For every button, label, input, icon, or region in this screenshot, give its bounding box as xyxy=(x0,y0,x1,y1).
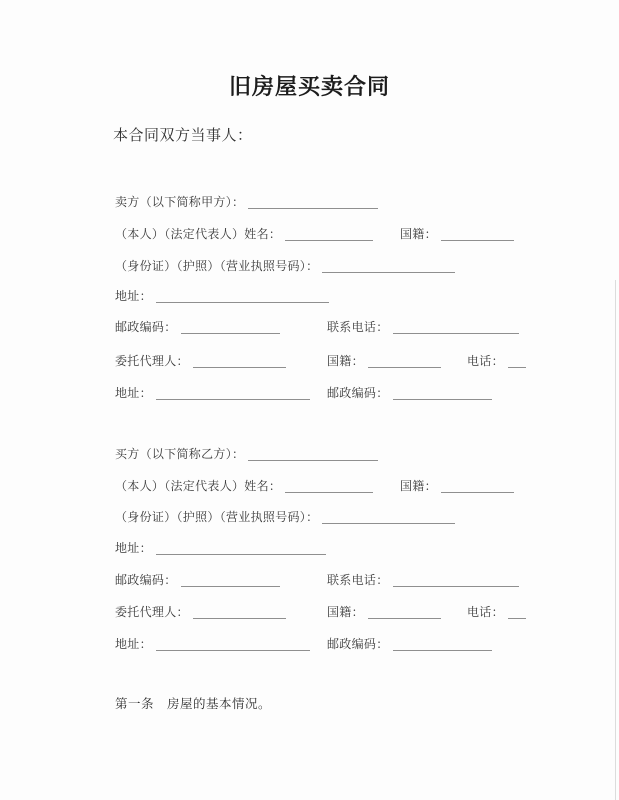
intro-line: 本合同双方当事人： xyxy=(113,127,253,144)
form-field xyxy=(115,257,455,274)
field-label: 卖方（以下简称甲方）： xyxy=(115,195,245,209)
form-row-buyer xyxy=(115,635,619,653)
form-field xyxy=(467,352,526,369)
blank-line xyxy=(181,321,280,334)
form-body xyxy=(115,0,619,800)
form-field xyxy=(115,477,373,494)
form-row-seller xyxy=(115,352,619,370)
form-field xyxy=(115,603,286,620)
form-field xyxy=(400,477,514,494)
blank-line xyxy=(156,542,326,555)
form-row-seller xyxy=(115,287,619,305)
form-row-seller xyxy=(115,318,619,336)
form-field xyxy=(327,603,441,620)
blank-line xyxy=(248,196,378,209)
field-label: 国籍： xyxy=(400,479,437,493)
blank-line xyxy=(393,387,492,400)
form-field xyxy=(327,318,519,335)
form-field xyxy=(115,225,373,242)
form-field xyxy=(327,384,492,401)
form-field xyxy=(115,508,455,525)
field-label: 地址： xyxy=(115,637,152,651)
form-field xyxy=(115,635,310,652)
field-label: 委托代理人： xyxy=(115,354,189,368)
field-label: 地址： xyxy=(115,289,152,303)
blank-line xyxy=(156,638,310,651)
form-row-buyer xyxy=(115,445,619,463)
form-field xyxy=(115,352,286,369)
form-field xyxy=(327,352,441,369)
form-field xyxy=(115,318,280,335)
field-label: 联系电话： xyxy=(327,573,389,587)
blank-line xyxy=(441,480,514,493)
form-field xyxy=(115,445,378,462)
form-row-buyer xyxy=(115,603,619,621)
field-label: 国籍： xyxy=(400,227,437,241)
blank-line xyxy=(322,511,455,524)
form-row-buyer xyxy=(115,539,619,557)
blank-line xyxy=(193,606,286,619)
blank-line xyxy=(508,355,526,368)
form-field xyxy=(115,287,329,304)
field-label: （本人）（法定代表人）姓名： xyxy=(115,227,282,241)
document-title: 旧房屋买卖合同 xyxy=(228,74,390,99)
blank-line xyxy=(393,638,492,651)
blank-line xyxy=(248,448,378,461)
field-label: 地址： xyxy=(115,386,152,400)
page-edge-line xyxy=(615,280,616,800)
field-label: 委托代理人： xyxy=(115,605,189,619)
field-label: 邮政编码： xyxy=(327,637,389,651)
field-label: 买方（以下简称乙方）： xyxy=(115,447,245,461)
article-heading: 第一条 房屋的基本情况。 xyxy=(115,697,272,711)
field-label: 邮政编码： xyxy=(115,573,177,587)
form-field xyxy=(467,603,526,620)
field-label: 电话： xyxy=(467,605,504,619)
field-label: 国籍： xyxy=(327,354,364,368)
field-label: 国籍： xyxy=(327,605,364,619)
form-row-seller xyxy=(115,384,619,402)
blank-line xyxy=(285,228,373,241)
field-label: （身份证）（护照）（营业执照号码）： xyxy=(115,510,319,524)
form-row-buyer xyxy=(115,571,619,589)
blank-line xyxy=(508,606,526,619)
form-field xyxy=(115,539,326,556)
blank-line xyxy=(156,290,329,303)
form-field xyxy=(327,571,519,588)
form-field xyxy=(400,225,514,242)
form-field xyxy=(327,635,492,652)
field-label: 邮政编码： xyxy=(115,320,177,334)
blank-line xyxy=(393,321,519,334)
blank-line xyxy=(441,228,514,241)
field-label: 地址： xyxy=(115,541,152,555)
form-row-seller xyxy=(115,193,619,211)
field-label: （本人）（法定代表人）姓名： xyxy=(115,479,282,493)
form-field xyxy=(115,384,310,401)
blank-line xyxy=(393,574,519,587)
blank-line xyxy=(285,480,373,493)
blank-line xyxy=(193,355,286,368)
field-label: （身份证）（护照）（营业执照号码）： xyxy=(115,259,319,273)
form-row-buyer xyxy=(115,477,619,495)
field-label: 邮政编码： xyxy=(327,386,389,400)
blank-line xyxy=(368,355,441,368)
form-row-seller xyxy=(115,257,619,275)
blank-line xyxy=(322,260,455,273)
form-field xyxy=(115,571,280,588)
form-field xyxy=(115,193,378,210)
blank-line xyxy=(181,574,280,587)
field-label: 电话： xyxy=(467,354,504,368)
blank-line xyxy=(368,606,441,619)
form-row-buyer xyxy=(115,508,619,526)
field-label: 联系电话： xyxy=(327,320,389,334)
blank-line xyxy=(156,387,310,400)
form-row-seller xyxy=(115,225,619,243)
